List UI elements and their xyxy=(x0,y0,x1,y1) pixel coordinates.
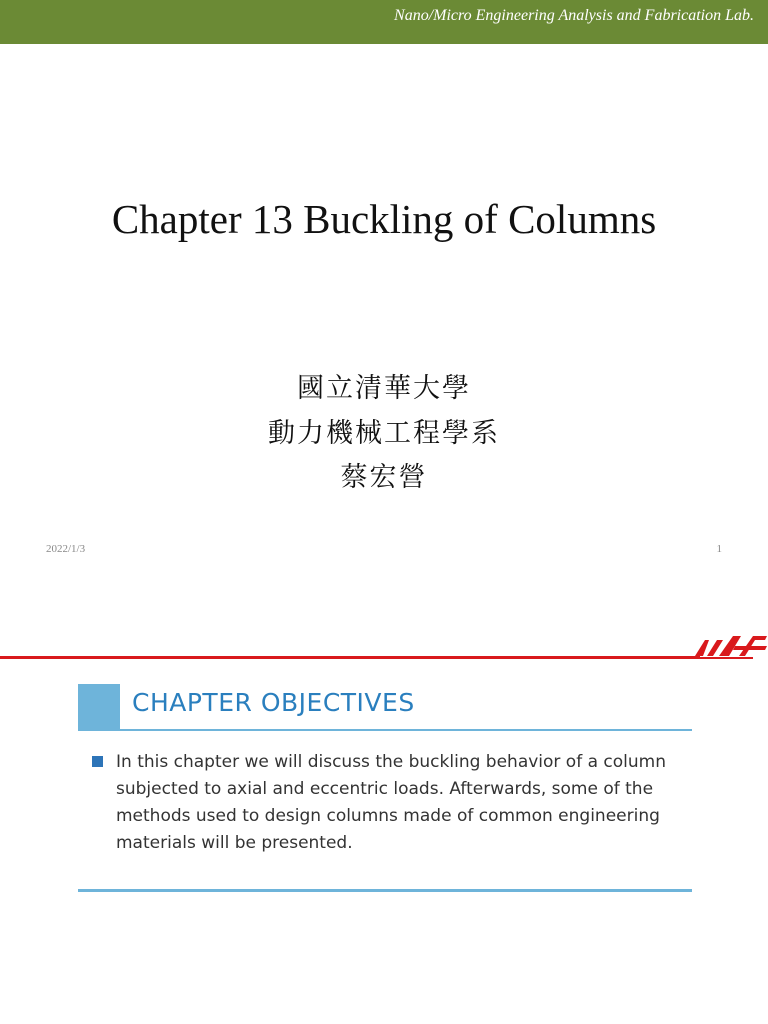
section-heading: CHAPTER OBJECTIVES xyxy=(132,688,415,717)
objective-paragraph: In this chapter we will discuss the buckling behavior of a column subjected to axial and eccentric loads. Afterwards, some of the methods used to design columns made of common engineering materials will be presented. xyxy=(116,752,667,853)
bullet-icon xyxy=(92,756,103,767)
author-name: 蔡宏營 xyxy=(340,462,428,493)
slide-date: 2022/1/3 xyxy=(46,543,86,555)
bottom-rule xyxy=(78,889,692,892)
university-name: 國立清華大學 xyxy=(297,373,471,404)
header-bar xyxy=(0,0,768,44)
divider-line xyxy=(0,656,700,659)
heading-rule xyxy=(78,729,692,731)
department-name: 動力機械工程學系 xyxy=(268,418,500,449)
page-number: 1 xyxy=(716,543,722,555)
neaf-logo xyxy=(683,632,768,664)
lab-name: Nano/Micro Engineering Analysis and Fabrication Lab. xyxy=(394,7,754,24)
chapter-accent-box xyxy=(78,684,120,730)
slide-title: Chapter 13 Buckling of Columns xyxy=(111,196,657,242)
